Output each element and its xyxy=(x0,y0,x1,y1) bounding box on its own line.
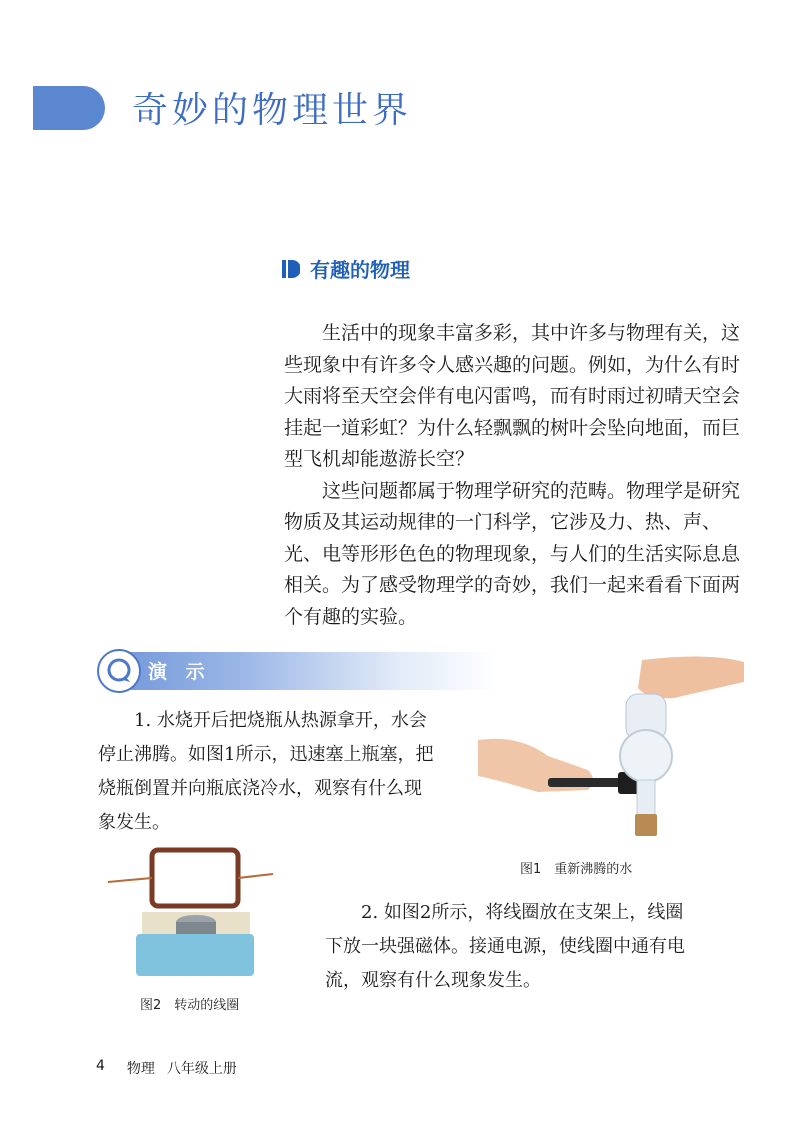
section-heading xyxy=(282,254,410,283)
section-marker-icon xyxy=(282,258,300,280)
book-title: 物理 xyxy=(126,1061,155,1077)
paragraph: 这些问题都属于物理学研究的范畴。物理学是研究物质及其运动规律的一门科学，它涉及力、热、声、光、电等形形色色的物理现象，与人们的生活实际息息相关。为了感受物理学的奇妙，我们一起来看看下面两个有趣的实验。 xyxy=(284,479,741,628)
grade-label: 八年级上册 xyxy=(166,1061,237,1077)
paragraph: 生活中的现象丰富多彩，其中许多与物理有关，这些现象中有许多令人感兴趣的问题。例如，为什么有时大雨将至天空会伴有电闪雷鸣，而有时雨过初晴天空会挂起一道彩虹？为什么轻飘飘的树叶会坠向地面，而巨型飞机却能遨游长空？ xyxy=(284,322,741,470)
figure-2-coil-image xyxy=(108,842,278,987)
figure-1-caption: 图1 重新沸腾的水 xyxy=(520,862,633,877)
experiment-2-paragraph: 2. 如图2所示，将线圈放在支架上，线圈下放一块强磁体。接通电源，使线圈中通有电流，观察有什么现象发生。 xyxy=(325,902,685,991)
page-footer xyxy=(96,1058,237,1078)
chapter-title: 奇妙的物理世界 xyxy=(132,90,413,131)
demo-icon xyxy=(97,649,141,693)
page-number: 4 xyxy=(96,1058,105,1074)
experiment-1-text xyxy=(98,704,438,840)
experiment-1-paragraph: 1. 水烧开后把烧瓶从热源拿开，水会停止沸腾。如图1所示，迅速塞上瓶塞，把烧瓶倒置并向瓶底浇冷水，观察有什么现象发生。 xyxy=(98,710,434,833)
experiment-2-text xyxy=(325,896,700,998)
figure-1-flask-image xyxy=(478,652,744,842)
chapter-tab xyxy=(33,86,105,130)
figure-2-caption: 图2 转动的线圈 xyxy=(140,998,240,1013)
section-title: 有趣的物理 xyxy=(310,258,410,282)
demo-label: 演 示 xyxy=(148,661,211,683)
intro-text xyxy=(284,318,744,633)
